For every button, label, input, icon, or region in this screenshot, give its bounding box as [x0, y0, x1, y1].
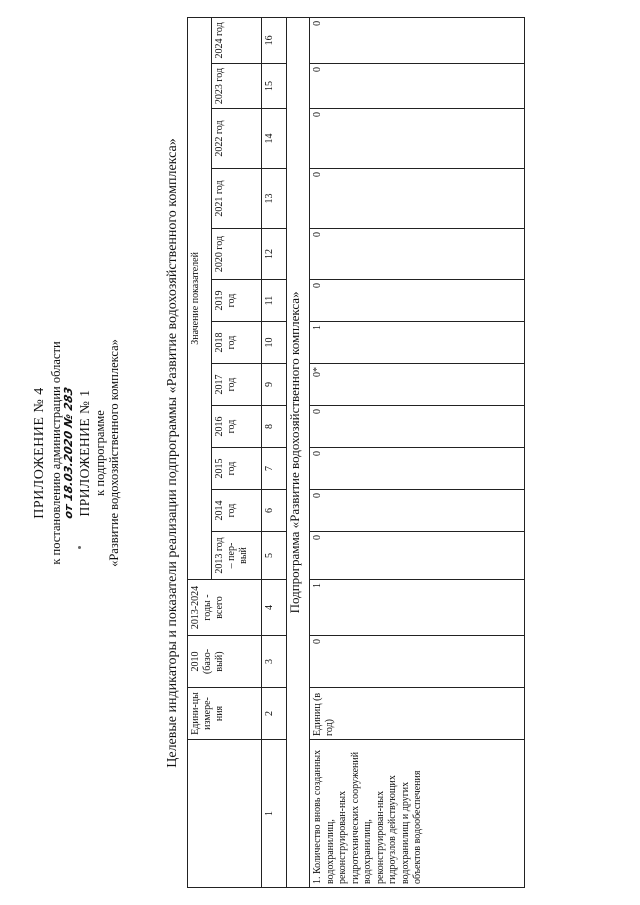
document-title: Целевые индикаторы и показатели реализации подпрограммы «Развитие водохозяйственного комплекса»	[165, 138, 180, 768]
indicator-name-header	[188, 740, 262, 888]
column-number: 13	[262, 169, 287, 229]
year-value: 0*	[310, 364, 525, 406]
column-number: 4	[262, 580, 287, 636]
year-value: 0	[310, 280, 525, 322]
year-header: 2016 год	[212, 406, 262, 448]
indicator-name: 1. Количество вновь созданных водохранилищ, реконструирован-ных гидротехнических сооружений водохранилищ, реконструирован-ных гидроузлов действующих водохранилищ и других объектов водообеспечения	[310, 740, 525, 888]
column-number: 15	[262, 64, 287, 109]
appendix-4-label: ПРИЛОЖЕНИЕ № 4	[32, 387, 47, 519]
subprogram-reference: к подпрограмме	[93, 410, 107, 496]
year-value: 0	[310, 532, 525, 580]
column-number: 3	[262, 636, 287, 688]
column-number: 12	[262, 229, 287, 280]
column-number: 10	[262, 322, 287, 364]
year-header: 2023 год	[212, 64, 262, 109]
year-header: 2022 год	[212, 109, 262, 169]
year-header: 2019 год	[212, 280, 262, 322]
decree-date-handwritten: от 18.03.2020 № 283	[62, 385, 75, 520]
appendix-1-label: ПРИЛОЖЕНИЕ № 1	[77, 389, 92, 517]
year-header: 2020 год	[212, 229, 262, 280]
column-number: 11	[262, 280, 287, 322]
column-number: 2	[262, 688, 287, 740]
year-header: 2021 год	[212, 169, 262, 229]
year-header: 2017 год	[212, 364, 262, 406]
total-value: 1	[310, 580, 525, 636]
table-row	[310, 17, 525, 887]
section-title: Подпрограмма «Развитие водохозяйственного комплекса»	[287, 17, 310, 887]
year-value: 1	[310, 322, 525, 364]
indicators-table	[187, 17, 525, 888]
column-number: 7	[262, 448, 287, 490]
year-header: 2013 год – пер-вый	[212, 532, 262, 580]
units-header: Едини-цы измере-ния	[188, 688, 262, 740]
year-value: 0	[310, 17, 525, 63]
base-year-header: 2010 (базо-вый)	[188, 636, 262, 688]
values-group-header: Значение показателей	[188, 17, 212, 579]
indicator-unit: Единиц (в год)	[310, 688, 525, 740]
year-value: 0	[310, 64, 525, 109]
year-value: 0	[310, 406, 525, 448]
column-number: 5	[262, 532, 287, 580]
total-header: 2013-2024 годы - всего	[188, 580, 262, 636]
rotated-landscape-sheet	[25, 18, 605, 888]
table-header-row-1	[188, 17, 212, 887]
column-number: 8	[262, 406, 287, 448]
year-header: 2024 год	[212, 17, 262, 63]
year-value: 0	[310, 490, 525, 532]
column-number: 6	[262, 490, 287, 532]
column-number-row	[262, 17, 287, 887]
decree-reference: к постановлению администрации области	[49, 341, 63, 565]
year-value: 0	[310, 229, 525, 280]
column-number: 1	[262, 740, 287, 888]
column-number: 14	[262, 109, 287, 169]
year-header: 2014 год	[212, 490, 262, 532]
year-header: 2015 год	[212, 448, 262, 490]
base-value: 0	[310, 636, 525, 688]
column-number: 9	[262, 364, 287, 406]
year-value: 0	[310, 448, 525, 490]
year-value: 0	[310, 109, 525, 169]
subprogram-name: «Развитие водохозяйственного комплекса»	[107, 339, 121, 567]
year-value: 0	[310, 169, 525, 229]
year-header: 2018 год	[212, 322, 262, 364]
section-row	[287, 17, 310, 887]
column-number: 16	[262, 17, 287, 63]
